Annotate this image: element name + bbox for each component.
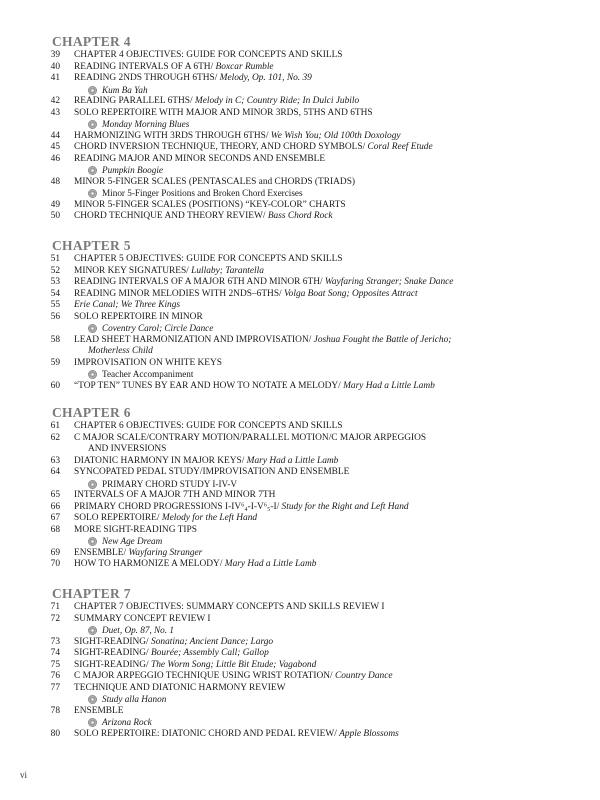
entry-title bbox=[74, 108, 514, 120]
page-number: 59 bbox=[50, 357, 60, 368]
entry-main-text: SOLO REPERTOIRE: DIATONIC CHORD AND PEDAL REVIEW/ bbox=[74, 728, 340, 739]
entry-main-text: CHORD INVERSION TECHNIQUE, THEORY, AND CHORD SYMBOLS/ bbox=[74, 142, 368, 152]
toc-subentry[interactable] bbox=[0, 188, 600, 200]
entry-piece-titles: Mary Had a Little Lamb bbox=[224, 559, 317, 569]
entry-title bbox=[74, 614, 514, 626]
entry-main-text: CHAPTER 5 OBJECTIVES: GUIDE FOR CONCEPTS AND SKILLS bbox=[74, 254, 343, 264]
entry-main-text: C MAJOR SCALE/CONTRARY MOTION/PARALLEL MOTION/C MAJOR ARPEGGIOS bbox=[74, 432, 427, 443]
entry-title bbox=[74, 211, 514, 223]
toc-entry[interactable] bbox=[0, 254, 600, 266]
chapter-heading: CHAPTER 5 bbox=[52, 238, 131, 253]
entry-main-text: MINOR 5-FINGER SCALES (PENTASCALES and CHORDS (TRIADS) bbox=[74, 176, 356, 187]
toc-entry[interactable] bbox=[0, 108, 600, 120]
page-number: 69 bbox=[50, 547, 60, 558]
entry-main-text: ENSEMBLE/ bbox=[74, 547, 129, 558]
entry-piece-titles: Erie Canal; We Three Kings bbox=[74, 300, 181, 310]
page-number: 43 bbox=[50, 107, 60, 118]
toc-entry[interactable] bbox=[0, 602, 600, 614]
page-number: 50 bbox=[50, 211, 60, 221]
subentry-title: Coventry Carol; Circle Dance bbox=[102, 323, 214, 333]
entry-title bbox=[74, 96, 514, 108]
page-number: 78 bbox=[50, 705, 60, 716]
entry-main-text: SIGHT-READING/ bbox=[74, 636, 151, 647]
entry-main-text: READING INTERVALS OF A 6TH/ bbox=[74, 61, 216, 72]
entry-main-text: READING MINOR MELODIES WITH 2NDS–6THS/ bbox=[74, 288, 284, 299]
entry-title bbox=[74, 154, 514, 166]
entry-main-text: “TOP TEN” TUNES BY EAR AND HOW TO NOTATE A MELODY/ bbox=[74, 380, 344, 391]
toc-entry[interactable] bbox=[0, 490, 600, 502]
entry-piece-titles: Melody for the Left Hand bbox=[161, 513, 258, 523]
toc-subentry[interactable] bbox=[0, 369, 600, 381]
entry-title bbox=[74, 300, 514, 312]
entry-main-text: SIGHT-READING/ bbox=[74, 659, 151, 670]
toc-entry[interactable] bbox=[0, 502, 600, 514]
entry-title bbox=[74, 490, 514, 502]
chapter-section bbox=[0, 405, 600, 571]
entry-main-text: INTERVALS OF A MAJOR 7TH AND MINOR 7TH bbox=[74, 490, 276, 500]
toc-entry[interactable] bbox=[0, 381, 600, 393]
page-number: 77 bbox=[50, 682, 60, 693]
subentry-title: Study alla Hanon bbox=[102, 694, 167, 704]
entry-piece-titles: Volga Boat Song; Opposites Attract bbox=[283, 288, 418, 299]
subentry-title: New Age Dream bbox=[102, 536, 163, 546]
entry-main-text: MORE SIGHT-READING TIPS bbox=[74, 524, 197, 535]
page-number: 76 bbox=[50, 671, 60, 681]
entry-piece-titles: We Wish You; Old 100th Doxology bbox=[270, 130, 401, 141]
entry-piece-titles: Mary Had a Little Lamb bbox=[343, 380, 435, 391]
entry-title bbox=[74, 142, 514, 154]
toc-entry[interactable] bbox=[0, 266, 600, 278]
chapter-section bbox=[0, 34, 600, 223]
entry-title bbox=[74, 548, 514, 560]
entry-piece-titles: Bourée; Assembly Call; Gallop bbox=[151, 648, 269, 658]
entry-title bbox=[74, 254, 514, 266]
entry-main-text: ENSEMBLE bbox=[74, 705, 124, 716]
entry-piece-titles: Apple Blossoms bbox=[339, 728, 399, 739]
entry-title bbox=[74, 706, 514, 718]
toc-entry[interactable] bbox=[0, 706, 600, 718]
entry-title bbox=[74, 62, 514, 74]
toc-entry[interactable] bbox=[0, 200, 600, 212]
entry-title bbox=[74, 381, 514, 393]
subentry-title: Minor 5-Finger Positions and Broken Chord Exercises bbox=[102, 188, 303, 198]
page-number: 46 bbox=[50, 153, 60, 164]
toc-entry[interactable] bbox=[0, 358, 600, 370]
entry-title bbox=[74, 73, 514, 85]
toc-entry[interactable] bbox=[0, 142, 600, 154]
page-number: 61 bbox=[50, 421, 60, 431]
page-number: 62 bbox=[50, 432, 60, 443]
page-number: 63 bbox=[50, 455, 60, 466]
subentry-title: Duet, Op. 87, No. 1 bbox=[102, 625, 174, 635]
entry-title bbox=[74, 671, 514, 683]
toc-entry[interactable] bbox=[0, 513, 600, 525]
toc-entry[interactable] bbox=[0, 50, 600, 62]
entry-title bbox=[74, 131, 514, 143]
chapter-section bbox=[0, 238, 600, 392]
page-number: 53 bbox=[50, 277, 60, 287]
entry-title bbox=[74, 177, 514, 189]
entry-piece-titles: Bass Chord Rock bbox=[267, 211, 333, 221]
entry-main-text: MINOR 5-FINGER SCALES (POSITIONS) “KEY-COLOR” CHARTS bbox=[74, 199, 346, 210]
entry-main-text: CHAPTER 6 OBJECTIVES: GUIDE FOR CONCEPTS AND SKILLS bbox=[74, 421, 343, 431]
page-number: 64 bbox=[50, 467, 60, 477]
page-number: 66 bbox=[50, 501, 60, 512]
page-number: 67 bbox=[50, 513, 60, 523]
toc-entry[interactable] bbox=[0, 62, 600, 74]
entry-main-text: IMPROVISATION ON WHITE KEYS bbox=[74, 357, 222, 368]
toc-subentry[interactable] bbox=[0, 625, 600, 637]
toc-entry[interactable] bbox=[0, 211, 600, 223]
chapter-heading: CHAPTER 7 bbox=[52, 586, 131, 601]
entry-title bbox=[74, 421, 514, 433]
toc-entry[interactable] bbox=[0, 421, 600, 433]
entry-title bbox=[74, 602, 514, 614]
entry-title bbox=[74, 648, 514, 660]
entry-title bbox=[74, 525, 514, 537]
entry-main-text: C MAJOR ARPEGGIO TECHNIQUE USING WRIST ROTATION/ bbox=[74, 671, 335, 681]
toc-entry[interactable] bbox=[0, 96, 600, 108]
toc-entry[interactable] bbox=[0, 648, 600, 660]
page-number: 51 bbox=[50, 254, 60, 264]
entry-main-text: READING 2NDS THROUGH 6THS/ bbox=[74, 73, 220, 83]
toc-entry[interactable] bbox=[0, 177, 600, 189]
page-number: 65 bbox=[50, 490, 60, 500]
toc-subentry[interactable] bbox=[0, 323, 600, 335]
entry-continuation: AND INVERSIONS bbox=[88, 444, 167, 454]
entry-title bbox=[74, 277, 514, 289]
toc-entry[interactable] bbox=[0, 433, 600, 445]
entry-main-text: CHORD TECHNIQUE AND THEORY REVIEW/ bbox=[74, 211, 268, 221]
subentry-title: Kum Ba Yah bbox=[102, 84, 148, 95]
subentry-title: PRIMARY CHORD STUDY I-IV-V bbox=[102, 478, 238, 489]
toc-entry[interactable] bbox=[0, 683, 600, 695]
page-number: 52 bbox=[50, 265, 60, 276]
page-number: 68 bbox=[50, 524, 60, 535]
page-number: 73 bbox=[50, 636, 60, 647]
page-number: 72 bbox=[50, 613, 60, 624]
cd-audio-icon bbox=[88, 86, 97, 95]
toc-entry[interactable] bbox=[0, 456, 600, 468]
entry-main-text: TECHNIQUE AND DIATONIC HARMONY REVIEW bbox=[74, 682, 286, 693]
toc-entry[interactable] bbox=[0, 131, 600, 143]
entry-main-text: SOLO REPERTOIRE/ bbox=[74, 513, 162, 523]
entry-piece-titles: Melody, Op. 101, No. 39 bbox=[219, 73, 312, 83]
subentry-title: Teacher Accompaniment bbox=[102, 369, 194, 379]
entry-main-text: HOW TO HARMONIZE A MELODY/ bbox=[74, 559, 225, 569]
entry-main-text: CHAPTER 7 OBJECTIVES: SUMMARY CONCEPTS AND SKILLS REVIEW I bbox=[74, 602, 385, 612]
page-number: 74 bbox=[50, 648, 60, 658]
entry-main-text: LEAD SHEET HARMONIZATION AND IMPROVISATION/ bbox=[74, 334, 314, 345]
chapter-heading: CHAPTER 4 bbox=[52, 34, 131, 49]
toc-subentry[interactable] bbox=[0, 165, 600, 177]
entry-title bbox=[74, 660, 514, 672]
entry-title bbox=[74, 513, 514, 525]
entry-title bbox=[74, 200, 514, 212]
cd-audio-icon bbox=[88, 626, 97, 635]
toc-subentry[interactable] bbox=[0, 717, 600, 729]
entry-title bbox=[74, 729, 514, 741]
toc-entry[interactable] bbox=[0, 300, 600, 312]
chapter-heading: CHAPTER 6 bbox=[52, 405, 131, 420]
cd-audio-icon bbox=[88, 189, 97, 198]
toc-entry[interactable] bbox=[0, 312, 600, 324]
subentry-title: Arizona Rock bbox=[102, 717, 152, 727]
toc-subentry[interactable] bbox=[0, 694, 600, 706]
page-number: 41 bbox=[50, 73, 60, 83]
cd-audio-icon bbox=[88, 166, 97, 175]
cd-audio-icon bbox=[88, 120, 97, 129]
entry-main-text: HARMONIZING WITH 3RDS THROUGH 6THS/ bbox=[74, 130, 271, 141]
toc-entry[interactable] bbox=[0, 73, 600, 85]
entry-main-text: SOLO REPERTOIRE IN MINOR bbox=[74, 311, 203, 322]
toc-entry[interactable] bbox=[0, 729, 600, 741]
page-number: 44 bbox=[50, 130, 60, 141]
page-number: 70 bbox=[50, 559, 60, 569]
cd-audio-icon bbox=[88, 324, 97, 333]
entry-main-text: DIATONIC HARMONY IN MAJOR KEYS/ bbox=[74, 455, 247, 466]
chapter-section bbox=[0, 586, 600, 740]
page-number: 58 bbox=[50, 334, 60, 345]
entry-piece-titles: Coral Reef Etude bbox=[367, 142, 433, 152]
entry-piece-titles: Joshua Fought the Battle of Jericho; bbox=[313, 334, 452, 345]
entry-main-text: SOLO REPERTOIRE WITH MAJOR AND MINOR 3RDS, 5THS AND 6THS bbox=[74, 107, 373, 118]
entry-title bbox=[74, 683, 514, 695]
entry-main-text: PRIMARY CHORD PROGRESSIONS I-IV⁶₄-I-V⁶₅-I/ bbox=[74, 501, 282, 512]
entry-title bbox=[74, 289, 514, 301]
toc-entry[interactable] bbox=[0, 277, 600, 289]
subentry-title: Monday Morning Blues bbox=[102, 119, 190, 129]
toc-entry[interactable] bbox=[0, 548, 600, 560]
toc-entry[interactable] bbox=[0, 154, 600, 166]
toc-entry[interactable] bbox=[0, 467, 600, 479]
toc-entry[interactable] bbox=[0, 335, 600, 347]
toc-subentry[interactable] bbox=[0, 119, 600, 131]
entry-title bbox=[74, 266, 514, 278]
page-number: 48 bbox=[50, 176, 60, 187]
entry-piece-titles: Lullaby; Tarantella bbox=[191, 265, 264, 276]
entry-title bbox=[74, 312, 514, 324]
entry-piece-titles: Country Dance bbox=[334, 671, 393, 681]
entry-title bbox=[74, 502, 514, 514]
entry-main-text: SUMMARY CONCEPT REVIEW I bbox=[74, 613, 211, 624]
page-number: 45 bbox=[50, 142, 60, 152]
page-folio: vi bbox=[20, 770, 28, 780]
toc-entry[interactable] bbox=[0, 660, 600, 672]
entry-main-text: SYNCOPATED PEDAL STUDY/IMPROVISATION AND ENSEMBLE bbox=[74, 467, 350, 477]
entry-piece-titles: Sonatina; Ancient Dance; Largo bbox=[151, 636, 274, 647]
entry-piece-titles: Study for the Right and Left Hand bbox=[281, 501, 409, 512]
page-number: 55 bbox=[50, 300, 60, 310]
page-number: 80 bbox=[50, 728, 60, 739]
entry-title bbox=[74, 637, 514, 649]
entry-title bbox=[74, 456, 514, 468]
page-number: 40 bbox=[50, 61, 60, 72]
entry-piece-titles: Boxcar Rumble bbox=[215, 61, 274, 72]
page-number: 75 bbox=[50, 659, 60, 670]
page-number: 71 bbox=[50, 602, 60, 612]
entry-piece-titles: Wayfaring Stranger bbox=[128, 547, 203, 558]
page-number: 42 bbox=[50, 96, 60, 106]
cd-audio-icon bbox=[88, 370, 97, 379]
toc-subentry[interactable] bbox=[0, 479, 600, 491]
entry-continuation: Motherless Child bbox=[88, 346, 153, 356]
entry-piece-titles: Wayfaring Stranger; Snake Dance bbox=[324, 277, 454, 287]
entry-title bbox=[74, 467, 514, 479]
entry-main-text: CHAPTER 4 OBJECTIVES: GUIDE FOR CONCEPTS AND SKILLS bbox=[74, 50, 343, 60]
entry-title bbox=[74, 559, 514, 571]
toc-subentry[interactable] bbox=[0, 85, 600, 97]
toc-entry[interactable] bbox=[0, 289, 600, 301]
toc-entry[interactable] bbox=[0, 637, 600, 649]
entry-main-text: READING INTERVALS OF A MAJOR 6TH AND MINOR 6TH/ bbox=[74, 277, 325, 287]
toc-entry[interactable] bbox=[0, 559, 600, 571]
entry-main-text: SIGHT-READING/ bbox=[74, 648, 151, 658]
cd-audio-icon bbox=[88, 480, 97, 489]
entry-main-text: READING PARALLEL 6THS/ bbox=[74, 96, 195, 106]
toc-entry[interactable] bbox=[0, 525, 600, 537]
entry-piece-titles: The Worm Song; Little Bit Etude; Vagabond bbox=[151, 659, 317, 670]
page-number: 60 bbox=[50, 380, 60, 391]
cd-audio-icon bbox=[88, 718, 97, 727]
toc-entry[interactable] bbox=[0, 614, 600, 626]
entry-piece-titles: Melody in C; Country Ride; In Dulci Jubilo bbox=[194, 96, 360, 106]
cd-audio-icon bbox=[88, 537, 97, 546]
toc-subentry[interactable] bbox=[0, 536, 600, 548]
subentry-title: Pumpkin Boogie bbox=[102, 165, 163, 175]
page-number: 49 bbox=[50, 199, 60, 210]
entry-title bbox=[74, 433, 514, 445]
page-number: 56 bbox=[50, 311, 60, 322]
page-number: 39 bbox=[50, 50, 60, 60]
entry-title bbox=[74, 50, 514, 62]
entry-main-text: READING MAJOR AND MINOR SECONDS AND ENSEMBLE bbox=[74, 153, 326, 164]
toc-entry[interactable] bbox=[0, 671, 600, 683]
entry-piece-titles: Mary Had a Little Lamb bbox=[246, 455, 339, 466]
entry-main-text: MINOR KEY SIGNATURES/ bbox=[74, 265, 192, 276]
entry-title bbox=[74, 335, 514, 347]
entry-title bbox=[74, 358, 514, 370]
page-number: 54 bbox=[50, 288, 60, 299]
cd-audio-icon bbox=[88, 695, 97, 704]
